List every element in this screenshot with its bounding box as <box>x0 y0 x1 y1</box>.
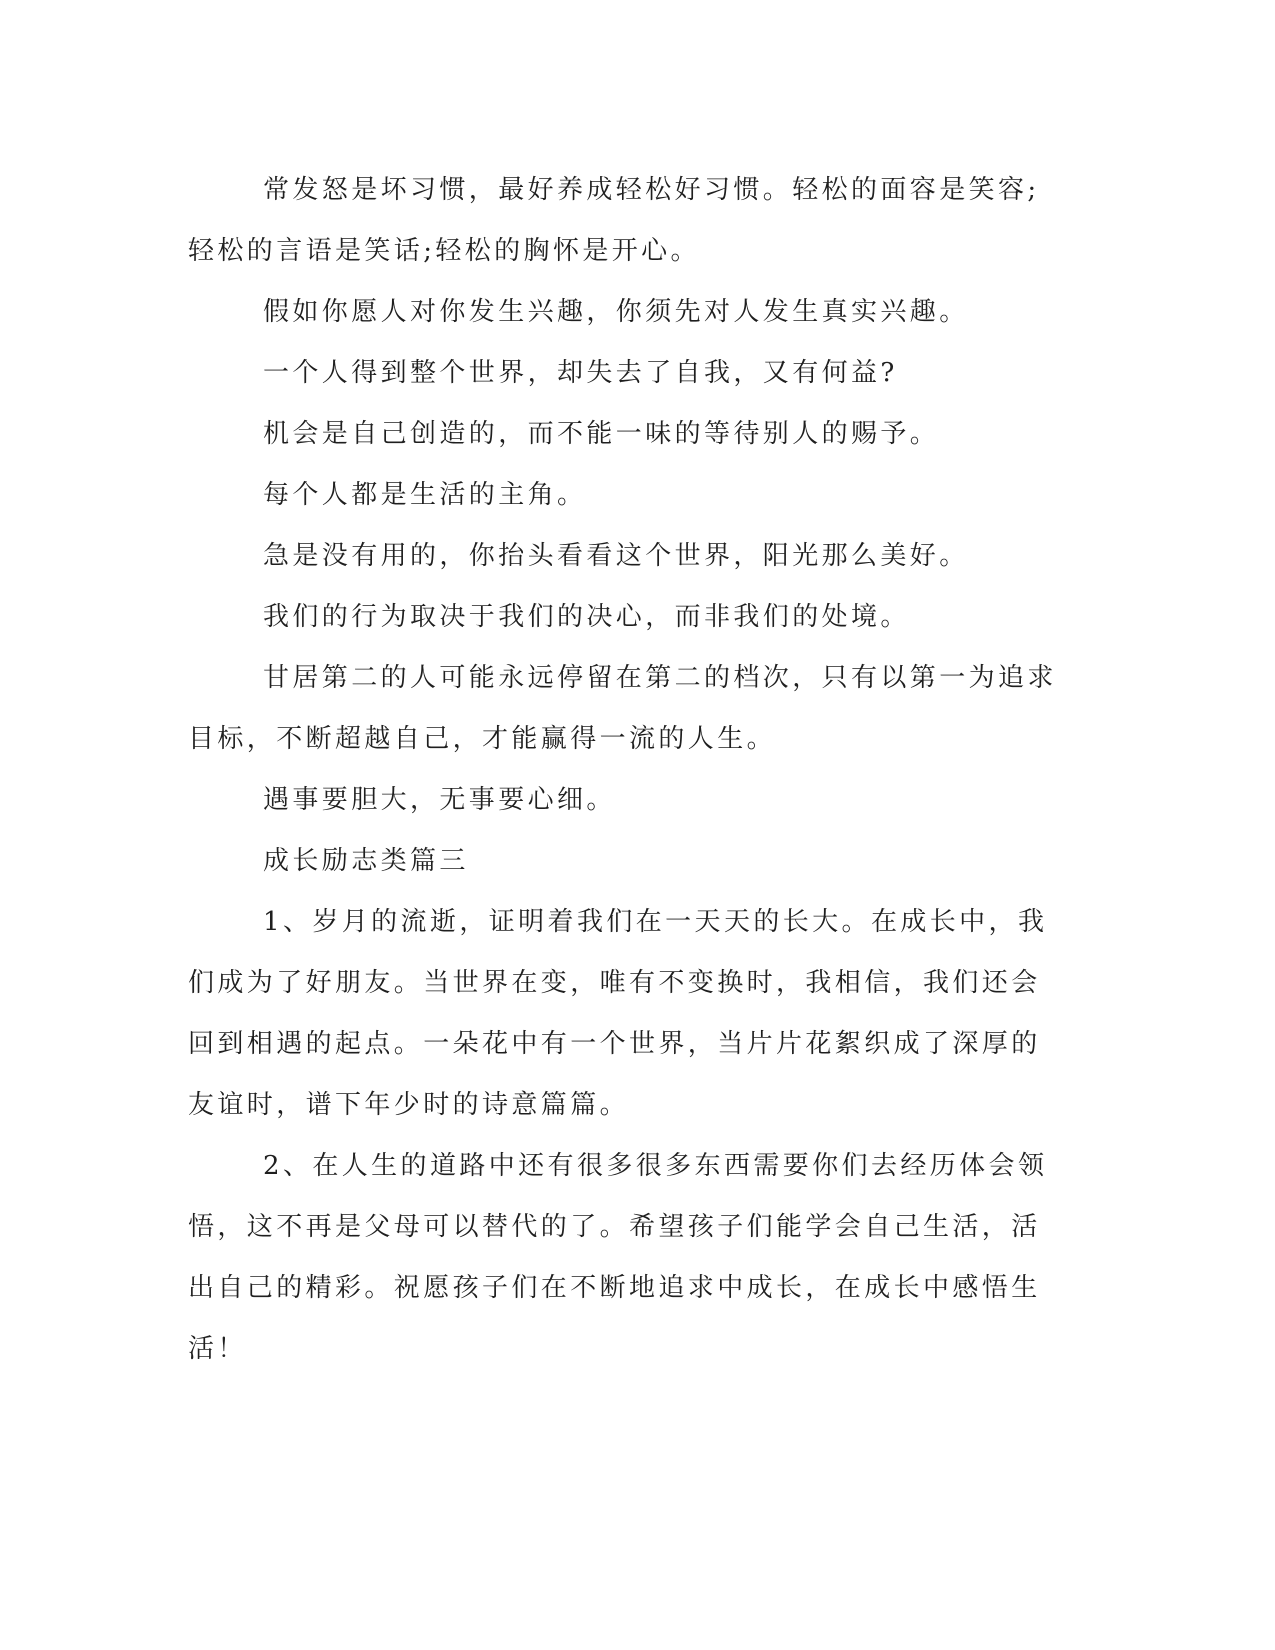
section-heading: 成长励志类篇三 <box>263 846 469 876</box>
paragraph-4: 机会是自己创造的，而不能一味的等待别人的赐予。 <box>263 419 940 449</box>
paragraph-7: 我们的行为取决于我们的决心，而非我们的处境。 <box>263 602 910 632</box>
paragraph-10: 1、岁月的流逝，证明着我们在一天天的长大。在成长中，我们成为了好朋友。当世界在变，唯有不变换时，我相信，我们还会回到相遇的起点。一朵花中有一个世界，当片片花絮织成了深厚的友谊时，谱下年少时的诗意篇篇。 <box>188 907 1048 1120</box>
paragraph-11: 2、在人生的道路中还有很多很多东西需要你们去经历体会领悟，这不再是父母可以替代的了。希望孩子们能学会自己生活，活出自己的精彩。祝愿孩子们在不断地追求中成长，在成长中感悟生活！ <box>188 1151 1048 1364</box>
paragraph-3: 一个人得到整个世界，却失去了自我，又有何益? <box>263 358 898 388</box>
paragraph-9: 遇事要胆大，无事要心细。 <box>263 785 616 815</box>
paragraph-6: 急是没有用的，你抬头看看这个世界，阳光那么美好。 <box>263 541 969 571</box>
paragraph-8: 甘居第二的人可能永远停留在第二的档次，只有以第一为追求目标，不断超越自己，才能赢得一流的人生。 <box>188 663 1057 754</box>
paragraph-5: 每个人都是生活的主角。 <box>263 480 587 510</box>
paragraph-1: 常发怒是坏习惯，最好养成轻松好习惯。轻松的面容是笑容;轻松的言语是笑话;轻松的胸怀是开心。 <box>188 175 1040 266</box>
document-body <box>188 160 1068 1380</box>
paragraph-2: 假如你愿人对你发生兴趣，你须先对人发生真实兴趣。 <box>263 297 969 327</box>
